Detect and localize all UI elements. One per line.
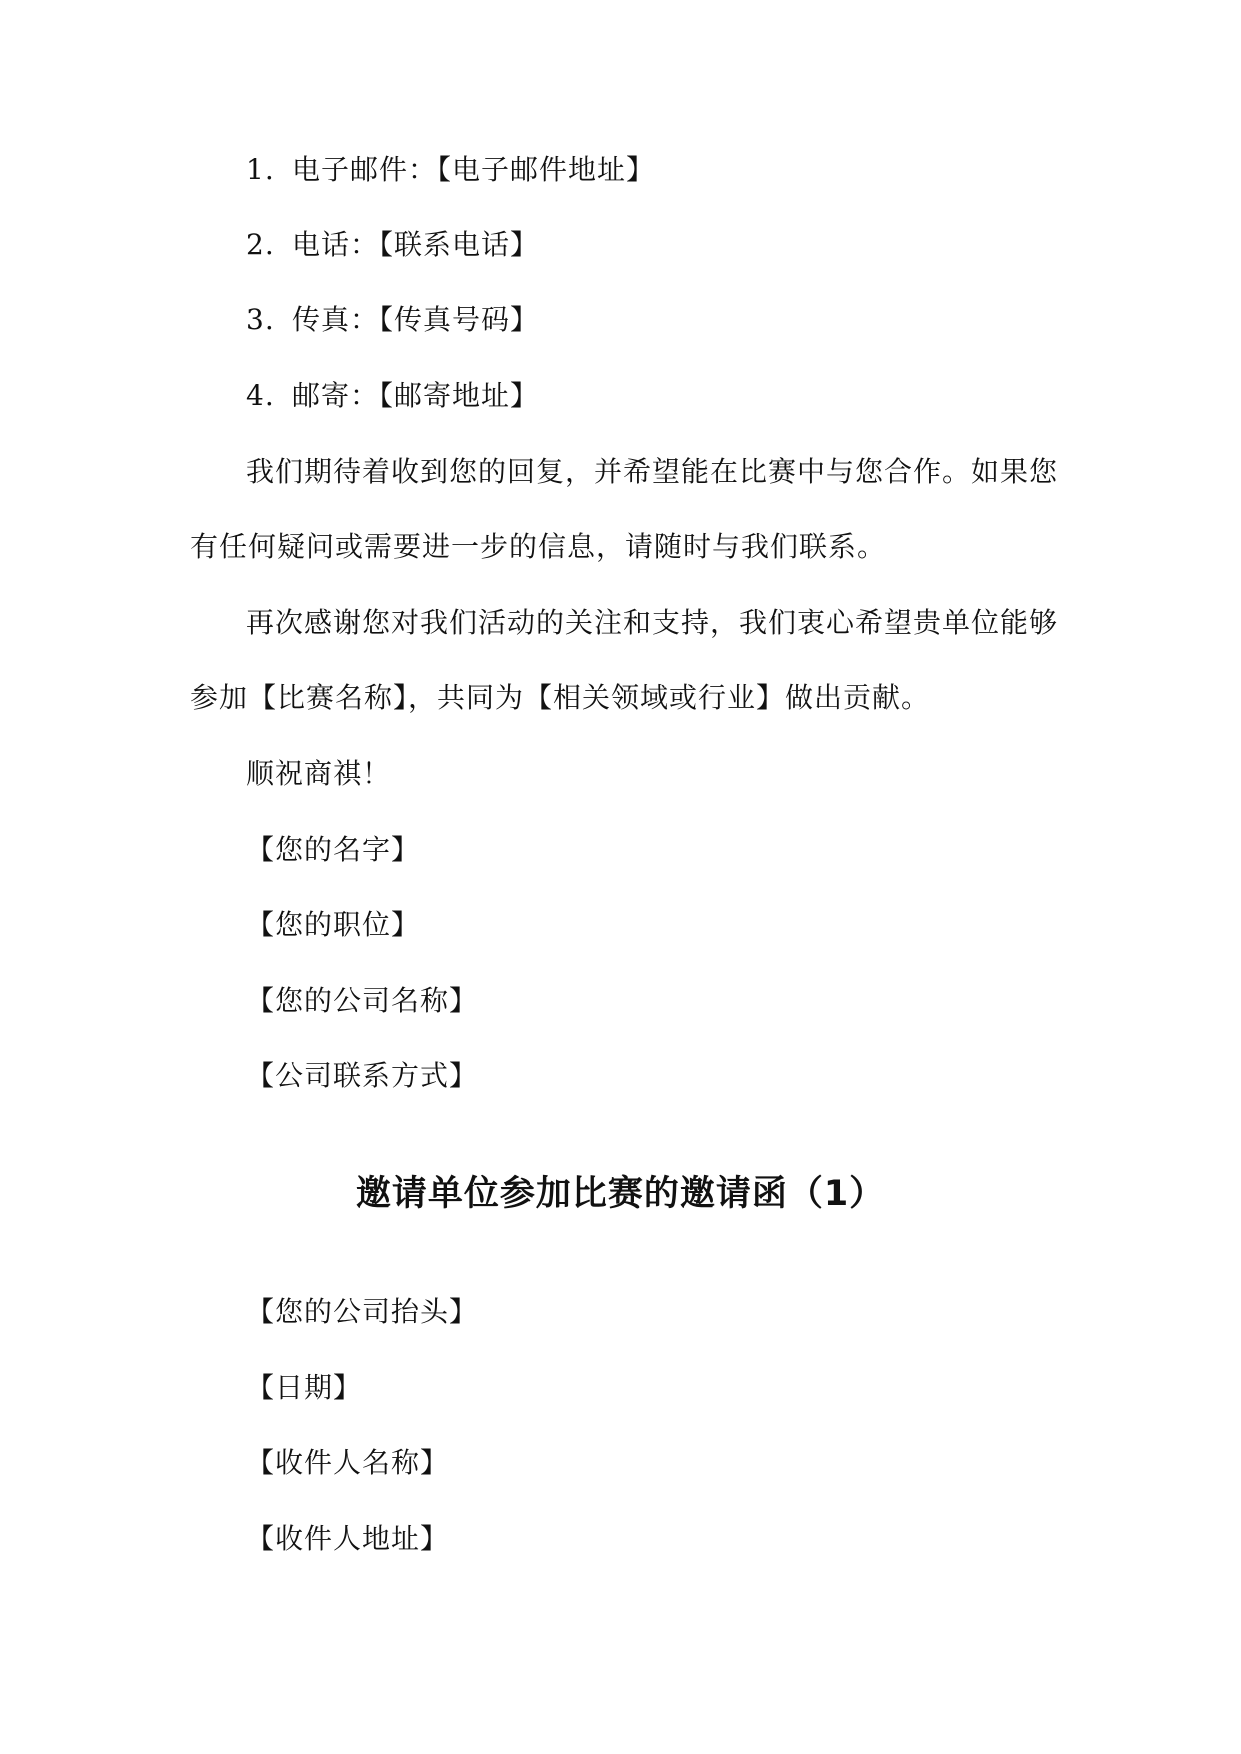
list-number: 3. — [246, 303, 275, 336]
list-text: 传真：【传真号码】 — [292, 303, 540, 336]
section-title: 邀请单位参加比赛的邀请函（1） — [355, 1174, 886, 1214]
list-number: 2. — [246, 228, 275, 261]
list-text: 电子邮件：【电子邮件地址】 — [292, 153, 656, 186]
list-text: 邮寄：【邮寄地址】 — [292, 379, 540, 412]
list-item-mail — [246, 376, 539, 416]
date-field: 【日期】 — [246, 1371, 363, 1404]
signature-name: 【您的名字】 — [246, 833, 421, 866]
paragraph-1-line-2: 有任何疑问或需要进一步的信息，请随时与我们联系。 — [190, 530, 887, 563]
recipient-address-field: 【收件人地址】 — [246, 1522, 450, 1555]
list-item-email — [246, 150, 655, 190]
list-item-phone — [246, 225, 539, 265]
recipient-name-field: 【收件人名称】 — [246, 1446, 450, 1479]
signature-contact: 【公司联系方式】 — [246, 1059, 479, 1092]
paragraph-2-line-2: 参加【比赛名称】，共同为【相关领域或行业】做出贡献。 — [190, 681, 931, 714]
closing-salutation: 顺祝商祺！ — [246, 757, 392, 790]
list-item-fax — [246, 300, 539, 340]
list-number: 1. — [246, 153, 275, 186]
paragraph-1-line-1: 我们期待着收到您的回复，并希望能在比赛中与您合作。如果您 — [246, 455, 1059, 488]
signature-company: 【您的公司名称】 — [246, 984, 479, 1017]
signature-position: 【您的职位】 — [246, 908, 421, 941]
paragraph-2-line-1: 再次感谢您对我们活动的关注和支持，我们衷心希望贵单位能够 — [246, 606, 1059, 639]
letterhead-field: 【您的公司抬头】 — [246, 1295, 479, 1328]
list-text: 电话：【联系电话】 — [292, 228, 540, 261]
list-number: 4. — [246, 379, 275, 412]
